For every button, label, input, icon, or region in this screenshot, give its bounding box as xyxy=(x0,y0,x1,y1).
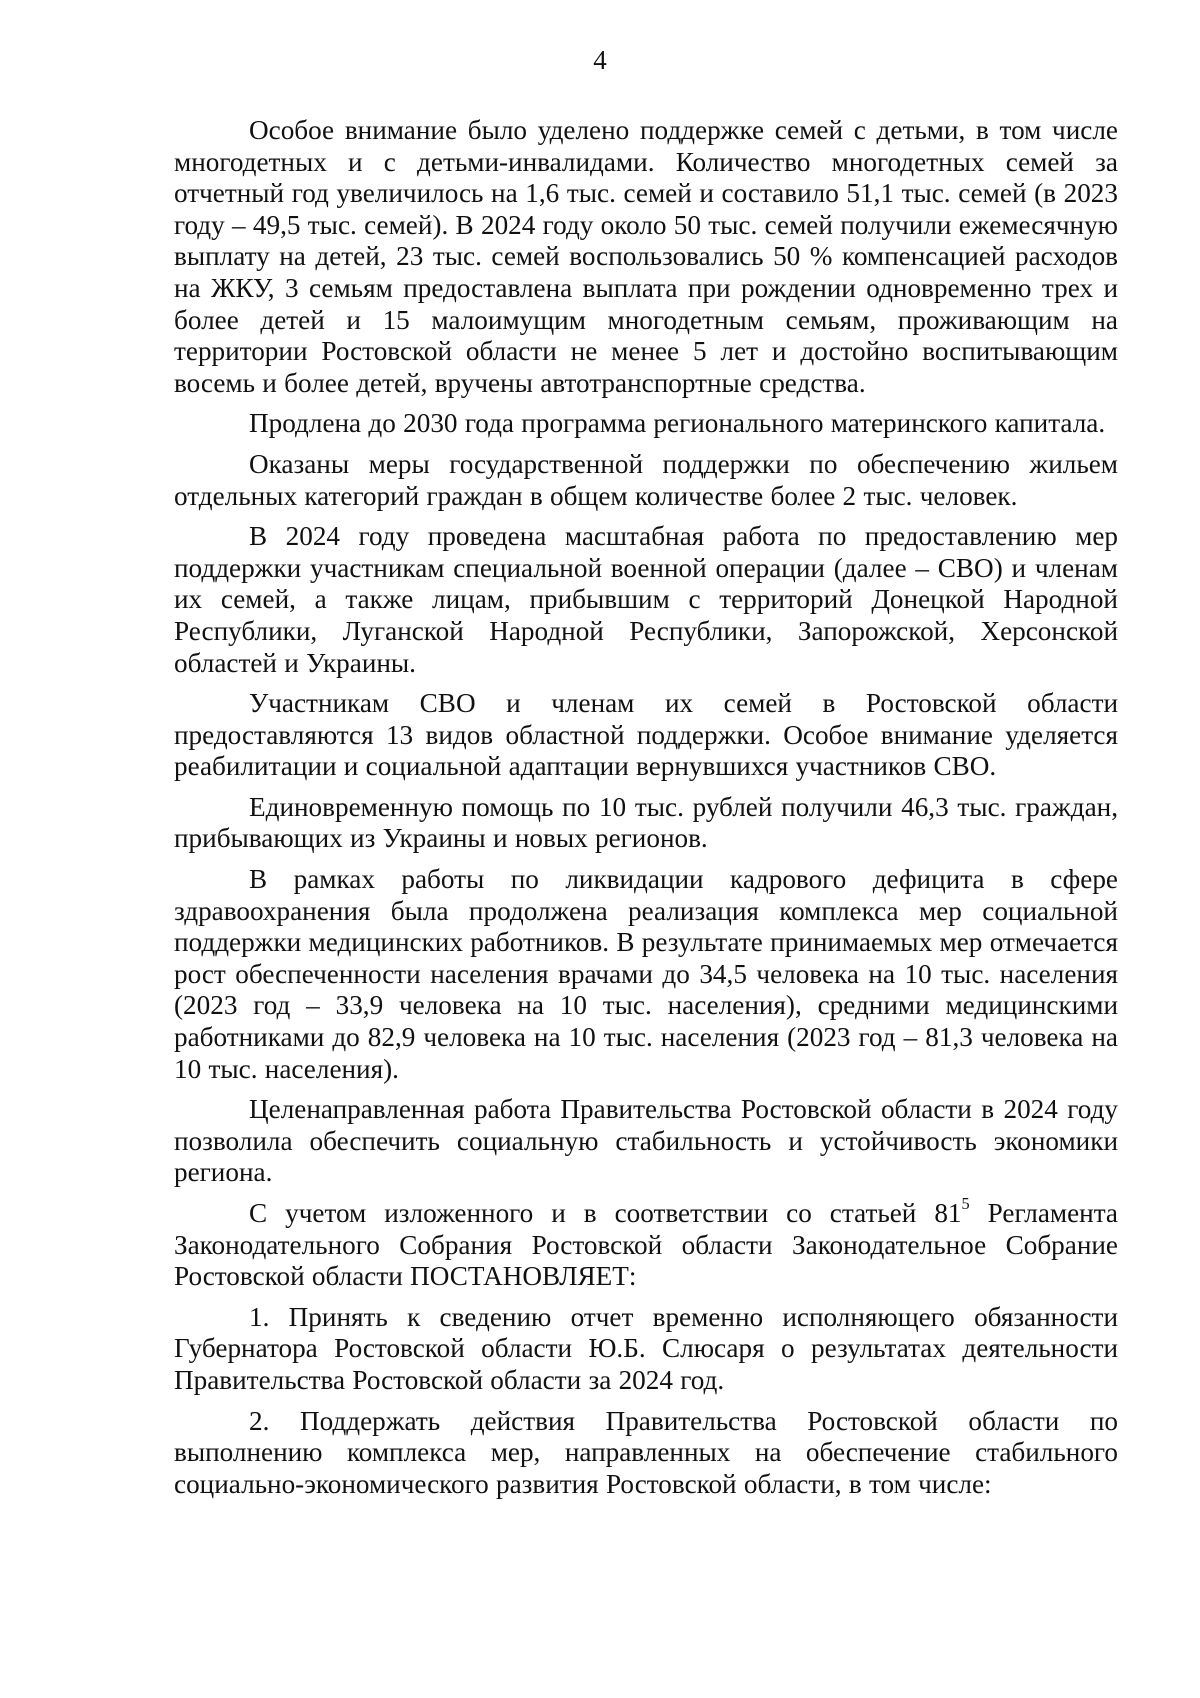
document-body xyxy=(174,115,1118,1509)
paragraph-family-support: Особое внимание было уделено поддержке семей с детьми, в том числе многодетных и с детьми-инвалидами. Количество многодетных семей за отчетный год увеличилось на 1,6 тыс. семей и составило 51,1 тыс. семей (в 2023 году – 49,5 тыс. семей). В 2024 году около 50 тыс. семей получили ежемесячную выплату на детей, 23 тыс. семей воспользовались 50 % компенсацией расходов на ЖКУ, 3 семьям предоставлена выплата при рождении одновременно трех и более детей и 15 малоимущим многодетным семьям, проживающим на территории Ростовской области не менее 5 лет и достойно воспитывающим восемь и более детей, вручены автотранспортные средства. xyxy=(174,115,1118,398)
paragraph-svo-support: В 2024 году проведена масштабная работа по предоставлению мер поддержки участникам специальной военной операции (далее – СВО) и членам их семей, а также лицам, прибывшим с территорий Донецкой Народной Республики, Луганской Народной Республики, Запорожской, Херсонской областей и Украины. xyxy=(174,521,1118,678)
paragraph-healthcare: В рамках работы по ликвидации кадрового дефицита в сфере здравоохранения была продолжена реализация комплекса мер социальной поддержки медицинских работников. В результате принимаемых мер отмечается рост обеспеченности населения врачами до 34,5 человека на 10 тыс. населения (2023 год – 33,9 человека на 10 тыс. населения), средними медицинскими работниками до 82,9 человека на 10 тыс. населения (2023 год – 81,3 человека на 10 тыс. населения). xyxy=(174,864,1118,1084)
article-superscript: 5 xyxy=(961,1193,970,1213)
resolution-item-1: 1. Принять к сведению отчет временно исполняющего обязанности Губернатора Ростовской области Ю.Б. Слюсаря о результатах деятельности Правительства Ростовской области за 2024 год. xyxy=(174,1301,1118,1395)
paragraph-housing-support: Оказаны меры государственной поддержки по обеспечению жильем отдельных категорий граждан в общем количестве более 2 тыс. человек. xyxy=(174,448,1118,511)
paragraph-maternity-capital: Продлена до 2030 года программа регионального материнского капитала. xyxy=(249,408,1106,439)
paragraph-government-work: Целенаправленная работа Правительства Ростовской области в 2024 году позволила обеспечить социальную стабильность и устойчивость экономики региона. xyxy=(174,1094,1118,1188)
paragraph-one-time-aid: Единовременную помощь по 10 тыс. рублей получили 46,3 тыс. граждан, прибывающих из Украины и новых регионов. xyxy=(174,791,1118,854)
paragraph-svo-measures: Участникам СВО и членам их семей в Ростовской области предоставляются 13 видов областной поддержки. Особое внимание уделяется реабилитации и социальной адаптации вернувшихся участников СВО. xyxy=(174,688,1118,782)
page-number: 4 xyxy=(593,45,607,75)
resolution-item-2: 2. Поддержать действия Правительства Ростовской области по выполнению комплекса мер, направленных на обеспечение стабильного социально-экономического развития Ростовской области, в том числе: xyxy=(174,1405,1118,1499)
resolution-intro-after: Регламента Законодательного Собрания Ростовской области Законодательное Собрание Ростовской области ПОСТАНОВЛЯЕТ: xyxy=(174,1198,1118,1292)
resolution-intro-before: С учетом изложенного и в соответствии со статьей 81 xyxy=(249,1198,962,1228)
paragraph-resolution-intro xyxy=(174,1193,1118,1293)
